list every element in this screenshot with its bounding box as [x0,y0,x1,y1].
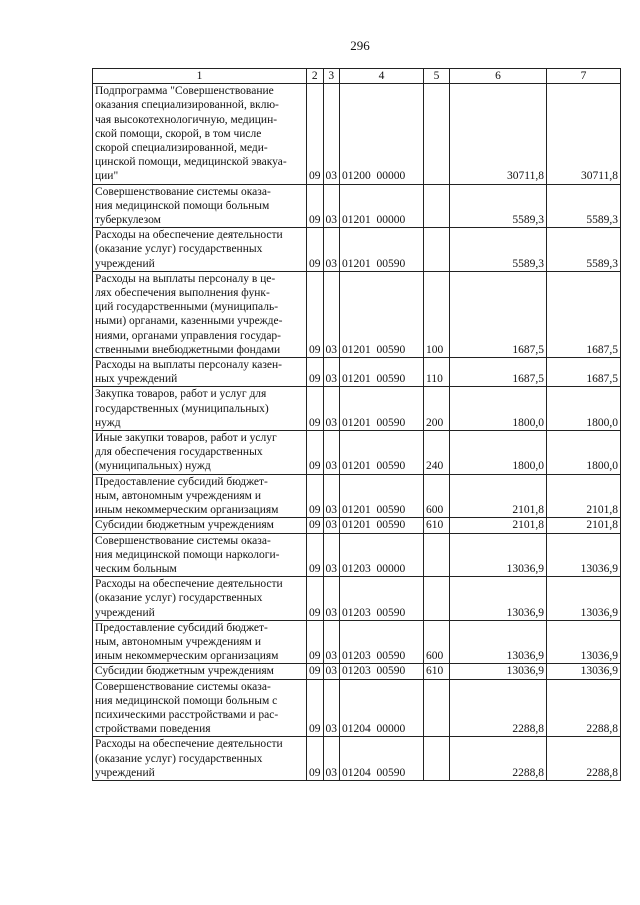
target-article-code: 01201 00590 [340,474,424,518]
target-article-code: 01204 00000 [340,679,424,737]
section-code: 09 [307,84,324,184]
subsection-code: 03 [323,577,340,621]
amount-col7: 5589,3 [547,184,621,228]
target-article-code: 01201 00590 [340,431,424,475]
target-article-code: 01201 00590 [340,228,424,272]
expense-type-code: 200 [424,387,450,431]
amount-col7: 13036,9 [547,664,621,679]
target-article-code: 01201 00590 [340,387,424,431]
amount-col6: 1687,5 [450,271,547,357]
amount-col7: 1800,0 [547,431,621,475]
amount-col7: 2288,8 [547,679,621,737]
subsection-code: 03 [323,737,340,781]
expense-type-code: 600 [424,620,450,664]
row-name: Предоставление субсидий бюджет- ным, автономным учреждениям и иным некоммерческим организациям [93,474,307,518]
amount-col7: 30711,8 [547,84,621,184]
row-name: Подпрограмма "Совершенствование оказания специализированной, вклю- чая высокотехнологичную, медицин- ской помощи, скорой, в том числе скорой специализированной, меди- цинской помощи, медицинской эвакуа- ции" [93,84,307,184]
table-row [93,387,621,431]
amount-col6: 1800,0 [450,431,547,475]
page-number: 296 [350,38,370,53]
table-row [93,679,621,737]
section-code: 09 [307,679,324,737]
row-name: Расходы на обеспечение деятельности (оказание услуг) государственных учреждений [93,737,307,781]
amount-col7: 13036,9 [547,533,621,577]
subsection-code: 03 [323,84,340,184]
table-row [93,431,621,475]
expense-type-code [424,577,450,621]
section-code: 09 [307,184,324,228]
row-name: Совершенствование системы оказа- ния медицинской помощи больным туберкулезом [93,184,307,228]
target-article-code: 01203 00590 [340,620,424,664]
subsection-code: 03 [323,664,340,679]
header-row [93,69,621,84]
amount-col6: 5589,3 [450,184,547,228]
table-row [93,577,621,621]
target-article-code: 01201 00590 [340,271,424,357]
expense-type-code: 610 [424,518,450,533]
row-name: Иные закупки товаров, работ и услуг для обеспечения государственных (муниципальных) нужд [93,431,307,475]
table-row [93,664,621,679]
column-header: 3 [323,69,340,84]
expense-type-code: 110 [424,358,450,387]
table-row [93,533,621,577]
expense-type-code [424,737,450,781]
section-code: 09 [307,358,324,387]
table-row [93,620,621,664]
target-article-code: 01203 00000 [340,533,424,577]
section-code: 09 [307,228,324,272]
expense-type-code [424,533,450,577]
amount-col6: 2288,8 [450,679,547,737]
table-row [93,518,621,533]
column-header: 7 [547,69,621,84]
section-code: 09 [307,474,324,518]
expense-type-code [424,228,450,272]
column-header: 4 [340,69,424,84]
table-row [93,271,621,357]
row-name: Субсидии бюджетным учреждениям [93,518,307,533]
expense-type-code [424,84,450,184]
expense-type-code: 600 [424,474,450,518]
target-article-code: 01201 00590 [340,358,424,387]
row-name: Совершенствование системы оказа- ния медицинской помощи наркологи- ческим больным [93,533,307,577]
column-header: 1 [93,69,307,84]
amount-col7: 2101,8 [547,518,621,533]
section-code: 09 [307,620,324,664]
expense-type-code: 100 [424,271,450,357]
subsection-code: 03 [323,184,340,228]
amount-col7: 13036,9 [547,620,621,664]
amount-col6: 13036,9 [450,620,547,664]
amount-col6: 1800,0 [450,387,547,431]
target-article-code: 01204 00590 [340,737,424,781]
target-article-code: 01200 00000 [340,84,424,184]
row-name: Субсидии бюджетным учреждениям [93,664,307,679]
subsection-code: 03 [323,679,340,737]
amount-col7: 13036,9 [547,577,621,621]
amount-col6: 13036,9 [450,533,547,577]
target-article-code: 01203 00590 [340,577,424,621]
amount-col7: 1687,5 [547,271,621,357]
target-article-code: 01201 00000 [340,184,424,228]
amount-col7: 1687,5 [547,358,621,387]
row-name: Закупка товаров, работ и услуг для государственных (муниципальных) нужд [93,387,307,431]
subsection-code: 03 [323,620,340,664]
column-header: 6 [450,69,547,84]
row-name: Совершенствование системы оказа- ния медицинской помощи больным с психическими расстройствами и рас- стройствами поведения [93,679,307,737]
table-row [93,228,621,272]
target-article-code: 01203 00590 [340,664,424,679]
subsection-code: 03 [323,358,340,387]
column-header: 2 [307,69,324,84]
row-name: Расходы на выплаты персоналу казен- ных учреждений [93,358,307,387]
expense-type-code [424,679,450,737]
section-code: 09 [307,387,324,431]
amount-col7: 2288,8 [547,737,621,781]
budget-table [92,68,621,781]
amount-col7: 5589,3 [547,228,621,272]
target-article-code: 01201 00590 [340,518,424,533]
row-name: Расходы на обеспечение деятельности (оказание услуг) государственных учреждений [93,577,307,621]
subsection-code: 03 [323,431,340,475]
expense-type-code [424,184,450,228]
expense-type-code: 610 [424,664,450,679]
section-code: 09 [307,533,324,577]
table-row [93,474,621,518]
amount-col6: 5589,3 [450,228,547,272]
subsection-code: 03 [323,518,340,533]
subsection-code: 03 [323,271,340,357]
amount-col7: 2101,8 [547,474,621,518]
table-row [93,84,621,184]
section-code: 09 [307,577,324,621]
row-name: Расходы на обеспечение деятельности (оказание услуг) государственных учреждений [93,228,307,272]
row-name: Расходы на выплаты персоналу в це- лях обеспечения выполнения функ- ций государственными (муниципаль- ными) органами, казенными учрежде- ниями, органами управления государ- ственными внебюджетными фондами [93,271,307,357]
amount-col6: 13036,9 [450,577,547,621]
amount-col6: 13036,9 [450,664,547,679]
column-header: 5 [424,69,450,84]
subsection-code: 03 [323,387,340,431]
subsection-code: 03 [323,474,340,518]
amount-col7: 1800,0 [547,387,621,431]
subsection-code: 03 [323,228,340,272]
expense-type-code: 240 [424,431,450,475]
section-code: 09 [307,431,324,475]
amount-col6: 2101,8 [450,518,547,533]
amount-col6: 30711,8 [450,84,547,184]
section-code: 09 [307,271,324,357]
section-code: 09 [307,664,324,679]
amount-col6: 2101,8 [450,474,547,518]
amount-col6: 1687,5 [450,358,547,387]
table-row [93,184,621,228]
amount-col6: 2288,8 [450,737,547,781]
table-row [93,737,621,781]
row-name: Предоставление субсидий бюджет- ным, автономным учреждениям и иным некоммерческим организациям [93,620,307,664]
table-row [93,358,621,387]
subsection-code: 03 [323,533,340,577]
section-code: 09 [307,518,324,533]
section-code: 09 [307,737,324,781]
